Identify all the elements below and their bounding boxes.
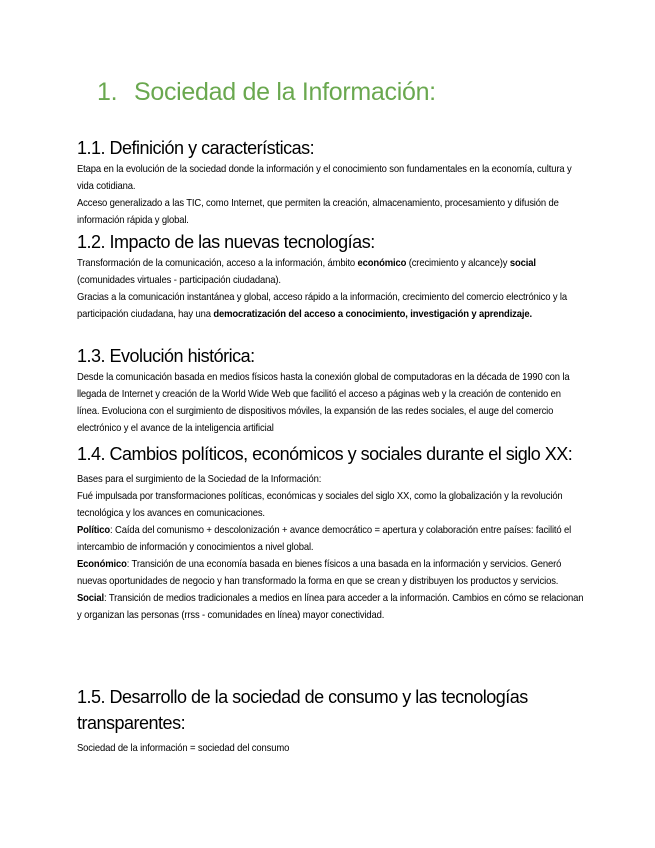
paragraph: Fué impulsada por transformaciones políticas, económicas y sociales del siglo XX, como la globalización y la revolución tecnológica y los avances en comunicaciones. — [77, 490, 563, 519]
paragraph — [77, 556, 585, 590]
section-heading-1-4: 1.4. Cambios políticos, económicos y sociales durante el siglo XX: — [77, 444, 573, 464]
page-title — [97, 78, 436, 107]
section-evolucion — [77, 343, 587, 437]
bold-term: social — [509, 257, 536, 269]
heading-text: 1.1. Definición y características — [77, 138, 310, 158]
paragraph — [77, 590, 585, 624]
bold-term: Social — [77, 592, 105, 604]
section-cambios — [77, 441, 587, 624]
paragraph: Sociedad de la información = sociedad del consumo — [77, 742, 290, 754]
text-run: : Transición de una economía basada en bienes físicos a una basada en la información y servicios. Generó nuevas oportunidades de negocio y han transformado la forma en que se crean y distribuyen los productos y servicios. — [77, 558, 562, 587]
title-number: 1. — [97, 78, 118, 106]
text-run: : Transición de medios tradicionales a medios en línea para acceder a la información. Cambios en cómo se relacionan y organizan las personas (rrss - comunidades en línea) mayor conectividad. — [77, 592, 584, 621]
bold-term: económico — [357, 257, 407, 269]
paragraph: Acceso generalizado a las TIC, como Internet, que permiten la creación, almacenamiento, procesamiento y difusión de información rápida y global. — [77, 197, 559, 226]
text-run: (comunidades virtuales - participación ciudadana). — [77, 274, 281, 286]
paragraph — [77, 289, 585, 323]
section-heading-1-3: 1.3. Evolución histórica: — [77, 346, 255, 366]
section-desarrollo — [77, 684, 587, 757]
section-heading-1-2: 1.2. Impacto de las nuevas tecnologías: — [77, 232, 375, 252]
text-run: Transformación de la comunicación, acceso a la información, ámbito — [77, 257, 358, 269]
section-impacto — [77, 229, 587, 323]
paragraph: Bases para el surgimiento de la Sociedad de la Información: — [77, 473, 322, 485]
title-text: Sociedad de la Información: — [134, 78, 436, 106]
paragraph: Desde la comunicación basada en medios físicos hasta la conexión global de computadoras en la década de 1990 con la llegada de Internet y creación de la World Wide Web que facilitó el acceso a páginas web y la creación de contenido en línea. Evoluciona con el surgimiento de dispositivos móviles, la expansión de las redes sociales, el auge del comercio electrónico y el avance de la inteligencia artificial — [77, 371, 570, 434]
text-run: (crecimiento y alcance)y — [406, 257, 510, 269]
section-definicion — [77, 135, 587, 229]
paragraph — [77, 255, 585, 289]
paragraph: Etapa en la evolución de la sociedad donde la información y el conocimiento son fundamentales en la economía, cultura y vida cotidiana. — [77, 163, 572, 192]
text-run: Gracias a la comunicación instantánea y global, acceso rápido a la información, crecimiento del comercio electrónico y la participación ciudadana, hay una — [77, 291, 568, 320]
bold-term: Económico — [77, 558, 127, 570]
section-heading-1-1 — [77, 135, 587, 161]
paragraph — [77, 522, 585, 556]
bold-term: democratización del acceso a conocimiento, investigación y aprendizaje. — [213, 308, 533, 320]
section-heading-1-5: 1.5. Desarrollo de la sociedad de consumo y las tecnologías transparentes: — [77, 687, 528, 733]
text-run: : Caída del comunismo + descolonización + avance democrático = apertura y colaboración entre países: facilitó el intercambio de información y conocimientos a nivel global. — [77, 524, 572, 553]
heading-colon: : — [309, 138, 315, 158]
bold-term: Político — [77, 524, 111, 536]
